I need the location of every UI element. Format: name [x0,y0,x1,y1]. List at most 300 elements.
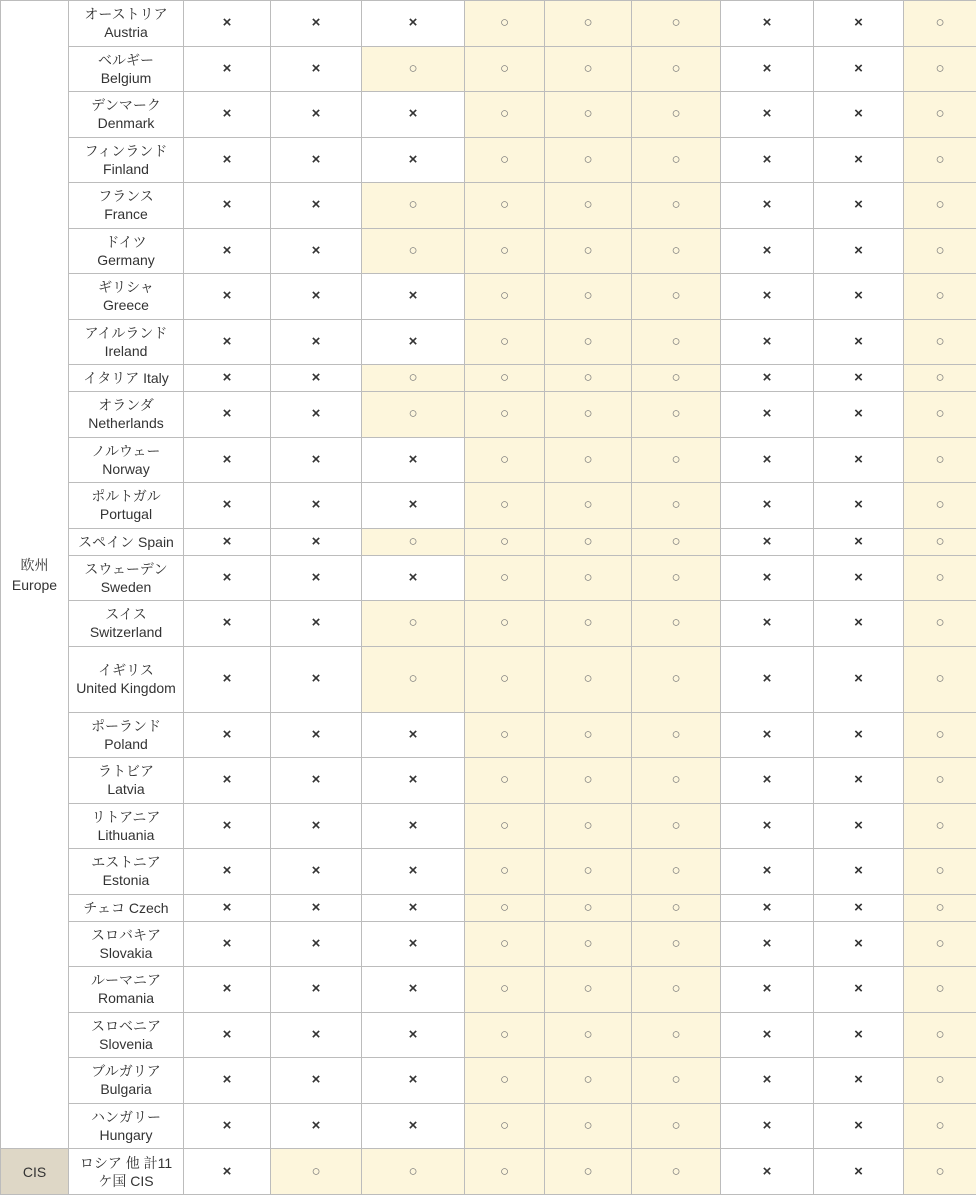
table-row [1,92,976,138]
available-mark: ○ [632,1103,721,1149]
table-row [1,228,976,274]
country-name-en: Hungary [99,1126,153,1143]
country-name-en: France [104,206,148,223]
country-name-jp: スロバキア [91,926,161,943]
country-name-en: Bulgaria [100,1081,152,1098]
unavailable-mark: × [184,803,271,849]
available-mark: ○ [545,921,632,967]
available-mark: ○ [904,601,976,647]
unavailable-mark: × [271,228,362,274]
available-mark: ○ [465,437,545,483]
unavailable-mark: × [721,849,814,895]
country-cell [69,1103,184,1149]
unavailable-mark: × [184,849,271,895]
country-name-en: Portugal [99,506,153,523]
country-cell [69,758,184,804]
unavailable-mark: × [184,967,271,1013]
available-mark: ○ [632,601,721,647]
unavailable-mark: × [814,758,904,804]
country-name-jp: ポーランド [91,717,161,734]
available-mark: ○ [632,437,721,483]
country-name-jp: スイス [105,606,147,623]
unavailable-mark: × [721,601,814,647]
available-mark: ○ [545,274,632,320]
region-label-en: Europe [11,576,58,593]
country-name-jp: リトアニア [91,808,161,825]
unavailable-mark: × [184,1,271,47]
country-name-jp: デンマーク [91,97,161,114]
unavailable-mark: × [721,758,814,804]
available-mark: ○ [632,1149,721,1195]
country-cell [69,228,184,274]
available-mark: ○ [362,1149,465,1195]
available-mark: ○ [904,392,976,438]
available-mark: ○ [465,601,545,647]
available-mark: ○ [632,803,721,849]
unavailable-mark: × [814,1149,904,1195]
available-mark: ○ [904,1058,976,1104]
country-name-jp: オーストリア [84,6,168,23]
unavailable-mark: × [721,365,814,392]
available-mark: ○ [545,365,632,392]
unavailable-mark: × [362,274,465,320]
available-mark: ○ [904,646,976,712]
unavailable-mark: × [271,758,362,804]
available-mark: ○ [632,849,721,895]
unavailable-mark: × [184,392,271,438]
unavailable-mark: × [814,967,904,1013]
country-name-en: Denmark [97,115,155,132]
available-mark: ○ [545,392,632,438]
unavailable-mark: × [721,92,814,138]
available-mark: ○ [465,1,545,47]
available-mark: ○ [904,967,976,1013]
country-cell [69,849,184,895]
available-mark: ○ [362,392,465,438]
available-mark: ○ [632,92,721,138]
unavailable-mark: × [721,1103,814,1149]
table-row [1,1149,976,1195]
available-mark: ○ [362,365,465,392]
unavailable-mark: × [814,92,904,138]
unavailable-mark: × [271,1,362,47]
table-row [1,921,976,967]
available-mark: ○ [632,921,721,967]
country-cell [69,1,184,47]
country-name-jp: エストニア [91,854,161,871]
available-mark: ○ [545,1149,632,1195]
country-name-en: Poland [104,735,148,752]
unavailable-mark: × [184,137,271,183]
unavailable-mark: × [271,1058,362,1104]
table-row [1,46,976,92]
unavailable-mark: × [362,483,465,529]
country-name-en: Finland [103,160,149,177]
unavailable-mark: × [721,392,814,438]
table-row [1,137,976,183]
unavailable-mark: × [271,555,362,601]
unavailable-mark: × [362,92,465,138]
table-row [1,1012,976,1058]
country-name-en: Latvia [107,781,145,798]
unavailable-mark: × [362,894,465,921]
available-mark: ○ [632,365,721,392]
unavailable-mark: × [271,712,362,758]
country-cell [69,967,184,1013]
region-label-jp: CIS [22,1163,47,1180]
available-mark: ○ [545,894,632,921]
unavailable-mark: × [721,646,814,712]
unavailable-mark: × [271,92,362,138]
available-mark: ○ [904,1103,976,1149]
available-mark: ○ [904,1149,976,1195]
available-mark: ○ [465,392,545,438]
country-cell [69,483,184,529]
unavailable-mark: × [362,849,465,895]
available-mark: ○ [465,46,545,92]
country-name-en: Belgium [100,69,152,86]
unavailable-mark: × [721,712,814,758]
available-mark: ○ [545,1,632,47]
unavailable-mark: × [814,1058,904,1104]
unavailable-mark: × [721,528,814,555]
unavailable-mark: × [362,1103,465,1149]
country-name-en: ケ国 CIS [98,1172,154,1189]
available-mark: ○ [632,646,721,712]
available-mark: ○ [465,803,545,849]
available-mark: ○ [545,46,632,92]
country-name-en: Greece [103,297,149,314]
country-cell [69,183,184,229]
available-mark: ○ [904,1,976,47]
table-row [1,1103,976,1149]
unavailable-mark: × [721,137,814,183]
unavailable-mark: × [184,1103,271,1149]
unavailable-mark: × [362,437,465,483]
unavailable-mark: × [814,921,904,967]
available-mark: ○ [362,601,465,647]
country-cell [69,894,184,921]
table-row [1,1,976,47]
available-mark: ○ [465,1058,545,1104]
available-mark: ○ [632,1058,721,1104]
available-mark: ○ [904,894,976,921]
unavailable-mark: × [721,803,814,849]
available-mark: ○ [362,183,465,229]
unavailable-mark: × [271,437,362,483]
available-mark: ○ [545,319,632,365]
country-cell [69,319,184,365]
table-row [1,528,976,555]
unavailable-mark: × [271,319,362,365]
table-row [1,274,976,320]
unavailable-mark: × [814,894,904,921]
country-cell [69,601,184,647]
unavailable-mark: × [721,437,814,483]
unavailable-mark: × [814,365,904,392]
available-mark: ○ [545,528,632,555]
table-row [1,967,976,1013]
unavailable-mark: × [721,1,814,47]
country-name-en: Germany [97,251,155,268]
country-cell [69,437,184,483]
available-mark: ○ [465,555,545,601]
available-mark: ○ [632,1012,721,1058]
available-mark: ○ [545,137,632,183]
country-name-en: Netherlands [88,415,164,432]
available-mark: ○ [632,555,721,601]
available-mark: ○ [465,921,545,967]
country-name-en: Norway [102,460,150,477]
available-mark: ○ [362,528,465,555]
country-name-jp: スロベニア [91,1017,161,1034]
available-mark: ○ [545,437,632,483]
table-row [1,365,976,392]
available-mark: ○ [632,894,721,921]
country-name-jp: ブルガリア [91,1063,161,1080]
unavailable-mark: × [184,646,271,712]
country-name-en: Slovakia [99,944,153,961]
unavailable-mark: × [184,183,271,229]
available-mark: ○ [271,1149,362,1195]
unavailable-mark: × [184,92,271,138]
available-mark: ○ [632,183,721,229]
table-row [1,483,976,529]
unavailable-mark: × [184,601,271,647]
available-mark: ○ [632,712,721,758]
unavailable-mark: × [721,555,814,601]
table-row [1,758,976,804]
unavailable-mark: × [184,319,271,365]
available-mark: ○ [904,1012,976,1058]
unavailable-mark: × [721,1012,814,1058]
table-row [1,646,976,712]
country-name-en: Romania [97,990,155,1007]
available-mark: ○ [545,1012,632,1058]
available-mark: ○ [545,803,632,849]
unavailable-mark: × [814,137,904,183]
unavailable-mark: × [184,758,271,804]
country-name-jp: イギリス [98,662,154,678]
unavailable-mark: × [814,228,904,274]
unavailable-mark: × [362,1012,465,1058]
unavailable-mark: × [814,555,904,601]
available-mark: ○ [465,183,545,229]
country-name-en: United Kingdom [76,680,176,696]
country-cell [69,46,184,92]
available-mark: ○ [632,483,721,529]
available-mark: ○ [362,228,465,274]
country-name-jp: ラトビア [98,763,154,780]
unavailable-mark: × [362,921,465,967]
unavailable-mark: × [814,46,904,92]
country-label: スペイン Spain [78,533,174,550]
unavailable-mark: × [184,1058,271,1104]
unavailable-mark: × [271,392,362,438]
table-row [1,392,976,438]
unavailable-mark: × [271,849,362,895]
available-mark: ○ [904,555,976,601]
unavailable-mark: × [271,601,362,647]
table-row [1,803,976,849]
country-cell [69,274,184,320]
available-mark: ○ [545,849,632,895]
unavailable-mark: × [721,274,814,320]
available-mark: ○ [632,274,721,320]
country-cell [69,137,184,183]
unavailable-mark: × [184,274,271,320]
available-mark: ○ [545,92,632,138]
available-mark: ○ [545,555,632,601]
table-row [1,183,976,229]
unavailable-mark: × [814,1012,904,1058]
unavailable-mark: × [814,319,904,365]
unavailable-mark: × [814,274,904,320]
available-mark: ○ [632,46,721,92]
unavailable-mark: × [721,1149,814,1195]
unavailable-mark: × [184,228,271,274]
available-mark: ○ [904,92,976,138]
available-mark: ○ [632,967,721,1013]
available-mark: ○ [904,921,976,967]
country-name-jp: ノルウェー [91,442,161,459]
country-cell [69,1149,184,1195]
region-cell [1,1,69,1149]
available-mark: ○ [632,758,721,804]
unavailable-mark: × [271,803,362,849]
country-name-jp: フランス [98,188,154,205]
available-mark: ○ [465,646,545,712]
unavailable-mark: × [184,46,271,92]
unavailable-mark: × [814,1,904,47]
available-mark: ○ [545,758,632,804]
unavailable-mark: × [271,183,362,229]
table-body [1,1,976,1195]
available-mark: ○ [465,528,545,555]
unavailable-mark: × [721,319,814,365]
table-row [1,437,976,483]
unavailable-mark: × [271,365,362,392]
table-row [1,555,976,601]
unavailable-mark: × [814,849,904,895]
country-name-en: Slovenia [99,1035,153,1052]
unavailable-mark: × [814,437,904,483]
unavailable-mark: × [814,528,904,555]
unavailable-mark: × [362,758,465,804]
country-name-en: Sweden [100,578,152,595]
country-name-jp: ドイツ [105,233,147,250]
region-cell [1,1149,69,1195]
unavailable-mark: × [271,274,362,320]
country-cell [69,646,184,712]
unavailable-mark: × [271,483,362,529]
unavailable-mark: × [721,894,814,921]
country-cell [69,1058,184,1104]
country-name-en: Estonia [102,872,150,889]
table-row [1,894,976,921]
country-name-jp: ベルギー [98,51,154,68]
available-mark: ○ [632,392,721,438]
available-mark: ○ [632,137,721,183]
unavailable-mark: × [721,1058,814,1104]
available-mark: ○ [545,183,632,229]
available-mark: ○ [362,646,465,712]
available-mark: ○ [465,137,545,183]
available-mark: ○ [465,1103,545,1149]
unavailable-mark: × [814,646,904,712]
unavailable-mark: × [362,1058,465,1104]
available-mark: ○ [465,1149,545,1195]
available-mark: ○ [465,228,545,274]
unavailable-mark: × [184,894,271,921]
unavailable-mark: × [184,1012,271,1058]
table-row [1,319,976,365]
available-mark: ○ [904,712,976,758]
country-label: チェコ Czech [83,899,169,916]
unavailable-mark: × [362,137,465,183]
country-name-en: Switzerland [89,624,163,641]
available-mark: ○ [465,365,545,392]
available-mark: ○ [465,483,545,529]
unavailable-mark: × [362,967,465,1013]
available-mark: ○ [545,483,632,529]
unavailable-mark: × [362,555,465,601]
country-cell [69,92,184,138]
unavailable-mark: × [271,921,362,967]
unavailable-mark: × [271,528,362,555]
country-name-jp: ポルトガル [91,488,161,505]
available-mark: ○ [465,849,545,895]
available-mark: ○ [545,1058,632,1104]
available-mark: ○ [465,758,545,804]
unavailable-mark: × [721,228,814,274]
available-mark: ○ [465,894,545,921]
country-name-jp: ルーマニア [91,972,161,989]
available-mark: ○ [545,646,632,712]
country-cell [69,365,184,392]
unavailable-mark: × [814,712,904,758]
unavailable-mark: × [814,183,904,229]
table-row [1,712,976,758]
available-mark: ○ [632,1,721,47]
available-mark: ○ [465,712,545,758]
country-cell [69,528,184,555]
available-mark: ○ [465,92,545,138]
available-mark: ○ [904,758,976,804]
unavailable-mark: × [814,483,904,529]
country-name-jp: ギリシャ [98,279,154,296]
available-mark: ○ [632,228,721,274]
unavailable-mark: × [814,803,904,849]
unavailable-mark: × [362,712,465,758]
country-name-jp: アイルランド [84,324,168,341]
unavailable-mark: × [271,967,362,1013]
unavailable-mark: × [814,1103,904,1149]
unavailable-mark: × [362,1,465,47]
unavailable-mark: × [271,1012,362,1058]
country-cell [69,555,184,601]
unavailable-mark: × [271,46,362,92]
country-cell [69,712,184,758]
available-mark: ○ [904,319,976,365]
available-mark: ○ [545,228,632,274]
unavailable-mark: × [184,921,271,967]
country-cell [69,1012,184,1058]
table-row [1,849,976,895]
available-mark: ○ [545,601,632,647]
available-mark: ○ [545,1103,632,1149]
country-cell [69,392,184,438]
